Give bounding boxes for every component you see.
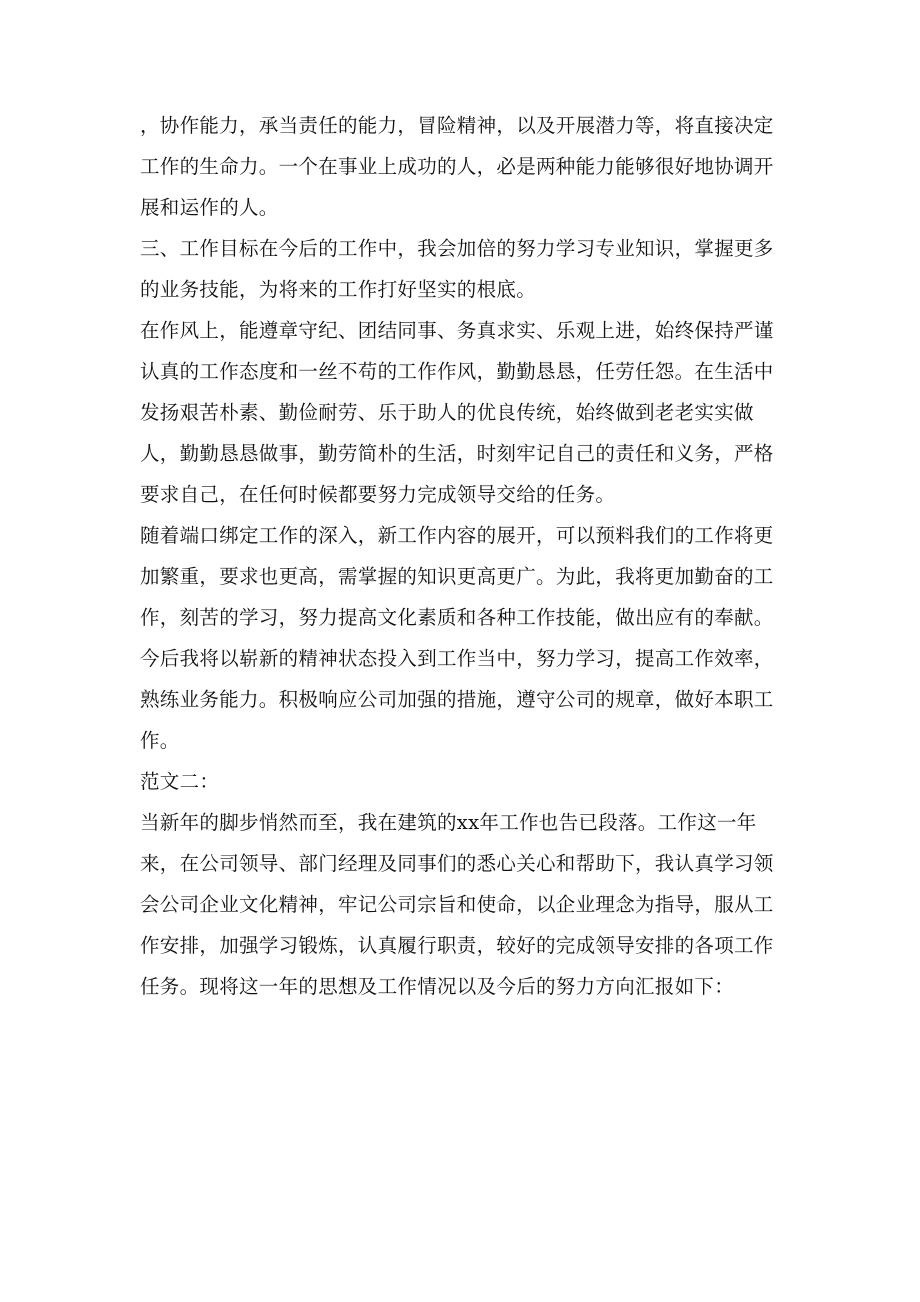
paragraph-year-summary: 当新年的脚步悄然而至，我在建筑的xx年工作也告已段落。工作这一年来，在公司领导、部门经理及同事们的悉心关心和帮助下，我认真学习领会公司企业文化精神，牢记公司宗旨和使命，以企业理念为指导，服从工作安排，加强学习锻炼，认真履行职责，较好的完成领导安排的各项工作任务。现将这一年的思想及工作情况以及今后的努力方向汇报如下： [140,811,774,998]
paragraph-future-plan: 今后我将以崭新的精神状态投入到工作当中，努力学习，提高工作效率，熟练业务能力。积极响应公司加强的措施，遵守公司的规章，做好本职工作。 [140,647,774,752]
document-body [140,105,780,1007]
paragraph-work-style: 在作风上，能遵章守纪、团结同事、务真求实、乐观上进，始终保持严谨认真的工作态度和一丝不苟的工作作风，勤勤恳恳，任劳任怨。在生活中发扬艰苦朴素、勤俭耐劳、乐于助人的优良传统，始终做到老老实实做人，勤勤恳恳做事，勤劳简朴的生活，时刻牢记自己的责任和义务，严格要求自己，在任何时候都要努力完成领导交给的任务。 [140,319,774,506]
paragraph-port-binding: 随着端口绑定工作的深入，新工作内容的展开，可以预料我们的工作将更加繁重，要求也更高，需掌握的知识更高更广。为此，我将更加勤奋的工作，刻苦的学习，努力提高文化素质和各种工作技能，做出应有的奉献。 [140,524,774,629]
paragraph-teamwork-ability: ，协作能力，承当责任的能力，冒险精神，以及开展潜力等，将直接决定工作的生命力。一个在事业上成功的人，必是两种能力能够很好地协调开展和运作的人。 [140,114,774,219]
paragraph-work-goals: 三、工作目标在今后的工作中，我会加倍的努力学习专业知识，掌握更多的业务技能，为将来的工作打好坚实的根底。 [140,237,774,301]
section-heading-sample-two: 范文二： [140,770,220,793]
